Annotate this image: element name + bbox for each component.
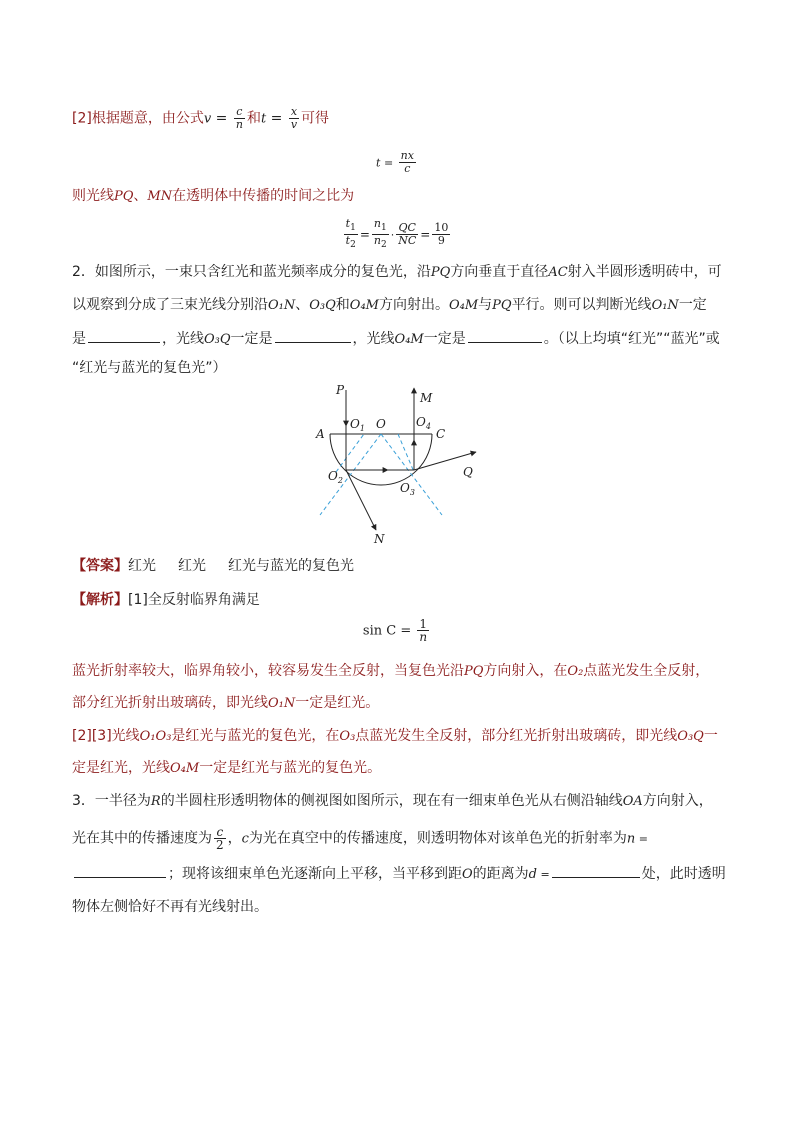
t2-sub: 2 [350,240,356,250]
q3-text: ；现将该细束单色光逐渐向上平移，当平移到距 [168,866,462,882]
frac-den: 2 [216,838,224,852]
q3-line-4 [72,897,268,917]
frac-den [372,234,389,251]
answer-line [72,556,354,576]
label-o2: $O_2$ [328,469,343,485]
n1: n [373,217,381,230]
expl-text: 点蓝光发生全反射， [583,663,710,679]
answer-2: 红光 [178,558,206,574]
fraction-n1-n2 [372,218,389,251]
q3-text: 光在其中的传播速度为 [72,830,212,847]
fraction-nx-over-c [399,150,416,175]
expl-line-4 [72,758,381,779]
dashed-short-1 [336,434,364,472]
var-o1n: O₁N [651,298,679,313]
q2-text: 、 [295,297,310,313]
frac-den [344,234,358,251]
label-q: Q [463,465,473,479]
fraction-t1-t2 [344,218,358,251]
var-o4m: O₄M [448,298,479,313]
answer-3: 红光与蓝光的复色光 [228,558,354,574]
fraction-1-over-n [417,618,429,643]
label-n: N [374,532,385,546]
var-o: O [462,867,473,882]
var-pq: PQ [430,265,451,280]
analysis-text: [1]全反射临界角满足 [128,592,260,608]
analysis-line [72,590,260,610]
frac-num: x [290,105,298,118]
q3-text: 的距离为 [472,866,529,882]
q2-text: 和 [335,297,350,313]
frac-num [344,218,358,234]
q2-text: 是 [72,331,86,347]
equals-2: = [266,110,287,127]
q2-text: 以观察到分成了三束光线分别沿 [72,297,268,313]
expl-text: [2][3]光线 [72,728,140,744]
q3-text: 的半圆柱形透明物体的侧视图如图所示，现在有一细束单色光从右侧沿轴线 [160,793,623,809]
suffix-text: 可得 [301,110,330,127]
t1-sub: 1 [350,223,356,233]
answer-1: 红光 [128,558,156,574]
label-a: A [316,427,325,441]
var-o1o3: O₁O₃ [139,729,172,744]
label-m: M [420,391,433,405]
t1: t [345,217,351,230]
frac-num: c [216,825,224,839]
q2-line-3 [72,328,720,350]
var-mn: MN [147,189,173,204]
var-d: d [528,867,537,882]
n2: n [373,234,381,247]
label-p: P [336,383,345,397]
var-r: R [150,794,161,809]
var-pq: PQ [492,298,512,313]
q2-line-4 [72,358,227,378]
ratio-text-b: 在透明体中传播的时间之比为 [172,188,355,204]
analysis-tag: 【解析】 [72,592,128,608]
formula-sin-c [0,618,794,643]
var-o4m: O₄M [349,298,379,313]
q2-text: 与 [478,297,493,313]
and-text: 和 [246,110,261,127]
expl-text: 部分红光折射出玻璃砖，即光线 [72,695,268,711]
q3-line-2 [72,826,648,851]
formula-t [0,150,794,175]
q2-text: 一定是 [423,331,466,347]
q3-text: 3．一半径为 [72,793,151,809]
answer-blank-5[interactable] [552,863,640,878]
label-o4: $O_4$ [416,415,431,431]
expl-line-2 [72,693,379,714]
var-o1n: O₁N [268,696,296,711]
var-pq: PQ [114,189,134,204]
var-pq: PQ [464,664,484,679]
expl-text: 方向射入，在 [483,663,568,679]
frac-den: NC [398,234,417,247]
frac-num [372,218,389,234]
q3-text: ， [227,830,242,847]
fraction-10-9 [432,222,450,247]
var-o2: O₂ [567,664,584,679]
q3-line-1 [72,791,713,812]
intro-text: [2]根据题意，由公式 [72,110,204,127]
q2-text: ，光线 [352,331,395,347]
eq: = [359,227,370,242]
dashed-short-2 [398,434,414,472]
var-t: t [260,111,267,127]
sep: 、 [133,188,148,204]
frac-den: c [399,162,416,175]
ratio-text-a: 则光线 [72,188,114,204]
n1-sub: 1 [380,223,387,233]
var-o4m: O₄M [394,332,424,347]
t2: t [345,234,351,247]
answer-blank-2[interactable] [275,328,351,343]
expl-text: 一定是红光与蓝光的复色光。 [199,760,382,776]
q3-text: = [635,832,649,846]
q2-text: 。（以上均填“红光”“蓝光”或 [543,331,720,347]
var-o4m: O₄M [170,761,200,776]
dot: · [390,228,395,242]
var-o3q: O₃Q [204,332,231,347]
var-o3: O₃ [339,729,356,744]
q2-text: 平行。则可以判断光线 [511,297,652,313]
eq2: = [420,227,431,242]
var-o3q: O₃Q [309,298,336,313]
frac-den: v [290,118,298,131]
expl-text: 蓝光折射率较大，临界角较小，较容易发生全反射，当复色光沿 [72,663,464,679]
expl-text: 一定是红光。 [295,695,380,711]
formula-ratio [0,218,794,251]
formula-intro-line [72,106,329,131]
frac-num: c [236,105,243,118]
label-o3: $O_3$ [400,481,415,497]
var-oa: OA [622,794,643,809]
formula-lhs: sin C = [362,623,416,639]
q3-line-3 [72,863,726,885]
expl-line-3 [72,726,718,747]
equals: = [211,110,232,127]
q2-text: 一定是 [230,331,273,347]
label-c: C [436,427,446,441]
answer-blank-3[interactable] [468,328,542,343]
fraction-qc-nc [396,222,418,247]
var-o3q: O₃Q [677,729,704,744]
formula-lhs: t = [376,156,397,170]
q2-text: 一定 [678,297,707,313]
label-o: O [376,417,386,431]
label-o1: $O_1$ [350,417,365,433]
frac-num: 1 [419,617,428,631]
q2-line-1 [72,262,722,283]
q2-text: 射入半圆形透明砖中，可 [567,264,722,280]
q3-text: = [537,868,550,881]
expl-text: 是红光与蓝光的复色光，在 [171,728,340,744]
frac-den: 9 [432,234,450,247]
q2-text: 2．如图所示，一束只含红光和蓝光频率成分的复色光，沿 [72,264,431,280]
var-v: v [203,111,212,127]
q2-text: 方向射出。 [378,297,449,313]
q2-text: “红光与蓝光的复色光”） [72,360,227,376]
n2-sub: 2 [380,240,387,250]
var-ac: AC [548,265,568,280]
q3-text: 方向射入， [642,793,713,809]
optics-diagram [300,380,500,550]
frac-num: nx [400,149,414,162]
frac-num: QC [398,221,416,234]
frac-den: n [235,118,243,131]
fraction-c-over-n [234,106,245,131]
frac-den: n [419,630,428,644]
fraction-c-over-2 [214,826,226,851]
q3-text: 处，此时透明 [641,866,726,882]
expl-line-1 [72,661,709,682]
answer-blank-4[interactable] [74,863,166,878]
expl-text: 点蓝光发生全反射，部分红光折射出玻璃砖，即光线 [355,728,678,744]
q2-text: ，光线 [162,331,204,347]
q3-text: 为光在真空中的传播速度，则透明物体对该单色光的折射率为 [248,830,627,847]
var-o1n: O₁N [268,298,296,313]
answer-blank-1[interactable] [88,328,160,343]
q2-text: 方向垂直于直径 [450,264,549,280]
expl-text: 定是红光，光线 [72,760,170,776]
var-n: n [626,831,636,847]
var-c: c [241,831,249,847]
answer-tag: 【答案】 [72,558,128,574]
fraction-x-over-v [289,106,299,131]
q3-text: 物体左侧恰好不再有光线射出。 [72,899,268,915]
ratio-intro-line [72,186,354,207]
normal-dashed-2 [381,434,442,515]
ray-o2-n [346,470,376,530]
q2-line-2 [72,295,707,316]
expl-text: 一 [703,728,718,744]
frac-num: 10 [434,221,449,234]
